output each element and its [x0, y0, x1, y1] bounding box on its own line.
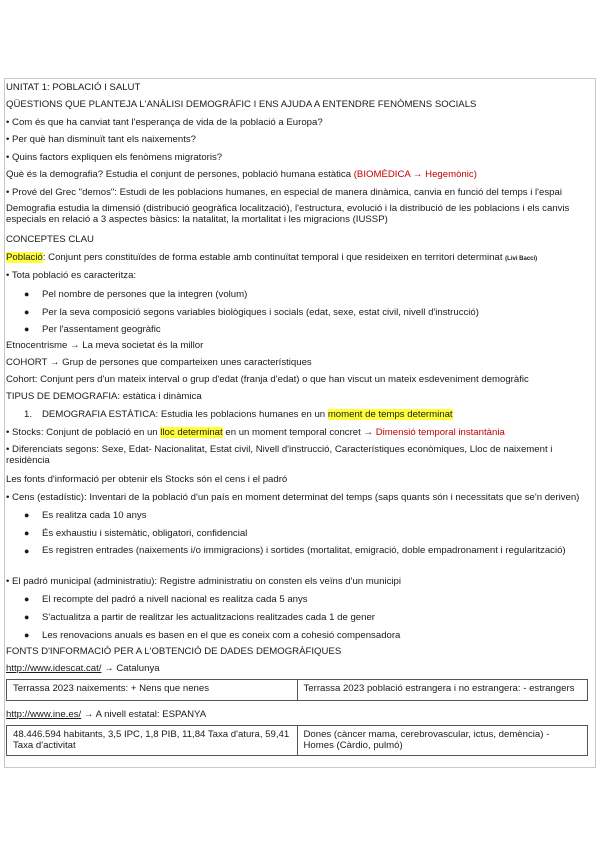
- ine-line: http://www.ine.es/ → A nivell estatal: ESPANYA: [6, 709, 207, 720]
- unit-title: UNITAT 1: POBLACIÓ I SALUT: [6, 82, 141, 93]
- bullet-icon: ●: [24, 289, 30, 299]
- list-item: El recompte del padró a nivell nacional es realitza cada 5 anys: [42, 594, 308, 605]
- table-row: [7, 726, 588, 756]
- estatica-number: 1.: [24, 409, 33, 420]
- idescat-link[interactable]: http://www.idescat.cat/: [6, 663, 102, 674]
- demografia-definition: Demografia estudia la dimensió (distribució geogràfica localització), l'estructura, evolució i la distribució de les poblacions i els canvis especials en relació a 3 aspectes bàsics: la natalitat, la mortalitat i les migracions (IUSSP): [6, 203, 570, 226]
- list-item: S'actualitza a partir de realitzar les actualitzacions realitzades cada 1 de gener: [42, 612, 375, 623]
- dimensio-temporal: Dimensió temporal instantània: [375, 427, 505, 438]
- caracteritza-line: • Tota població es caracteritza:: [6, 270, 137, 281]
- stocks-line: • Stocks: Conjunt de població en un lloc determinat en un moment temporal concret → Dimensió temporal instantània: [6, 427, 505, 438]
- table-row: [7, 680, 588, 701]
- ine-table: [6, 725, 588, 756]
- question-item: • Quins factors expliquen els fenòmens migratoris?: [6, 152, 223, 163]
- poblacio-term: Població: [6, 252, 43, 263]
- biomedica-note: (BIOMÈDICA → Hegemònic): [353, 169, 477, 180]
- bullet-icon: ●: [24, 307, 30, 317]
- poblacio-definition: Població: Conjunt pers constituïdes de forma estable amb continuïtat temporal i que resideixen en territori determinat (Livi Bacci): [6, 252, 538, 263]
- bullet-icon: ●: [24, 594, 30, 604]
- bullet-icon: ●: [24, 528, 30, 538]
- fonts-heading: FONTS D'INFORMACIÓ PER A L'OBTENCIÓ DE DADES DEMOGRÀFIQUES: [6, 646, 342, 657]
- list-item: Es realitza cada 10 anys: [42, 510, 147, 521]
- highlight-moment: moment de temps determinat: [327, 409, 453, 420]
- list-item: Pel nombre de persones que la integren (volum): [42, 289, 248, 300]
- fonts-stocks-line: Les fonts d'informació per obtenir els Stocks són el cens i el padró: [6, 474, 288, 485]
- cohort-definition: Cohort: Conjunt pers d'un mateix interval o grup d'edat (franja d'edat) o que han viscut un mateix esdeveniment demogràfic: [6, 374, 529, 385]
- padro-line: • El padró municipal (administratiu): Registre administratiu on consten els veïns d'un municipi: [6, 576, 401, 587]
- idescat-line: http://www.idescat.cat/ → Catalunya: [6, 663, 160, 674]
- question-item: • Com és que ha canviat tant l'esperança de vida de la població a Europa?: [6, 117, 323, 128]
- table-cell: Terrassa 2023 naixements: + Nens que nenes: [7, 680, 298, 701]
- list-item: Per l'assentament geogràfic: [42, 324, 161, 335]
- bullet-icon: ●: [24, 546, 30, 556]
- estatica-line: DEMOGRAFIA ESTÀTICA: Estudia les poblacions humanes en un moment de temps determinat: [42, 409, 453, 420]
- list-item: Es registren entrades (naixements i/o immigracions) i sortides (mortalitat, emigració, doble empadronament i regularització): [42, 545, 566, 556]
- etnocentrisme-line: Etnocentrisme → La meva societat és la millor: [6, 340, 204, 351]
- list-item: Les renovacions anuals es basen en el que es coneix com a cohesió compensadora: [42, 630, 401, 641]
- demografia-question: Què és la demografia? Estudia el conjunt de persones, població humana estàtica (BIOMÈDICA → Hegemònic): [6, 169, 477, 180]
- highlight-lloc: lloc determinat: [160, 427, 223, 438]
- bullet-icon: ●: [24, 630, 30, 640]
- list-item: Per la seva composició segons variables biològiques i socials (edat, sexe, estat civil, nivell d'instrucció): [42, 307, 479, 318]
- diferenciats-line: • Diferenciats segons: Sexe, Edat- Nacionalitat, Estat civil, Nivell d'instrucció, Característiques econòmiques, Lloc de naixement i residència: [6, 444, 553, 467]
- question-item: • Per què han disminuït tant els naixements?: [6, 134, 197, 145]
- bullet-icon: ●: [24, 510, 30, 520]
- ine-link[interactable]: http://www.ine.es/: [6, 709, 82, 720]
- source-note: (Livi Bacci): [505, 256, 538, 262]
- idescat-table: [6, 679, 588, 701]
- questions-heading: QÜESTIONS QUE PLANTEJA L'ANÀLISI DEMOGRÀFIC I ENS AJUDA A ENTENDRE FENÒMENS SOCIALS: [6, 99, 477, 110]
- concepts-heading: CONCEPTES CLAU: [6, 234, 94, 245]
- cens-line: • Cens (estadístic): Inventari de la població d'un país en moment determinat del temps (saps quants són i necessitats que se'n deriven): [6, 492, 580, 503]
- tipus-heading: TIPUS DE DEMOGRAFIA: estàtica i dinàmica: [6, 391, 202, 402]
- bullet-icon: ●: [24, 612, 30, 622]
- bullet-icon: ●: [24, 324, 30, 334]
- table-cell: Terrassa 2023 població estrangera i no estrangera: - estrangers: [297, 680, 588, 701]
- table-cell: Dones (càncer mama, cerebrovascular, ictus, demència) - Homes (Càrdio, pulmó): [297, 726, 588, 756]
- cohort-arrow-line: COHORT → Grup de persones que comparteixen unes característiques: [6, 357, 312, 368]
- list-item: És exhaustiu i sistemàtic, obligatori, confidencial: [42, 528, 248, 539]
- prove-line: • Prové del Grec "demos": Estudi de les poblacions humanes, en especial de manera dinàmica, canvia en funció del temps i l'espai: [6, 187, 562, 198]
- table-cell: 48.446.594 habitants, 3,5 IPC, 1,8 PIB, 11,84 Taxa d'atura, 59,41 Taxa d'activitat: [7, 726, 298, 756]
